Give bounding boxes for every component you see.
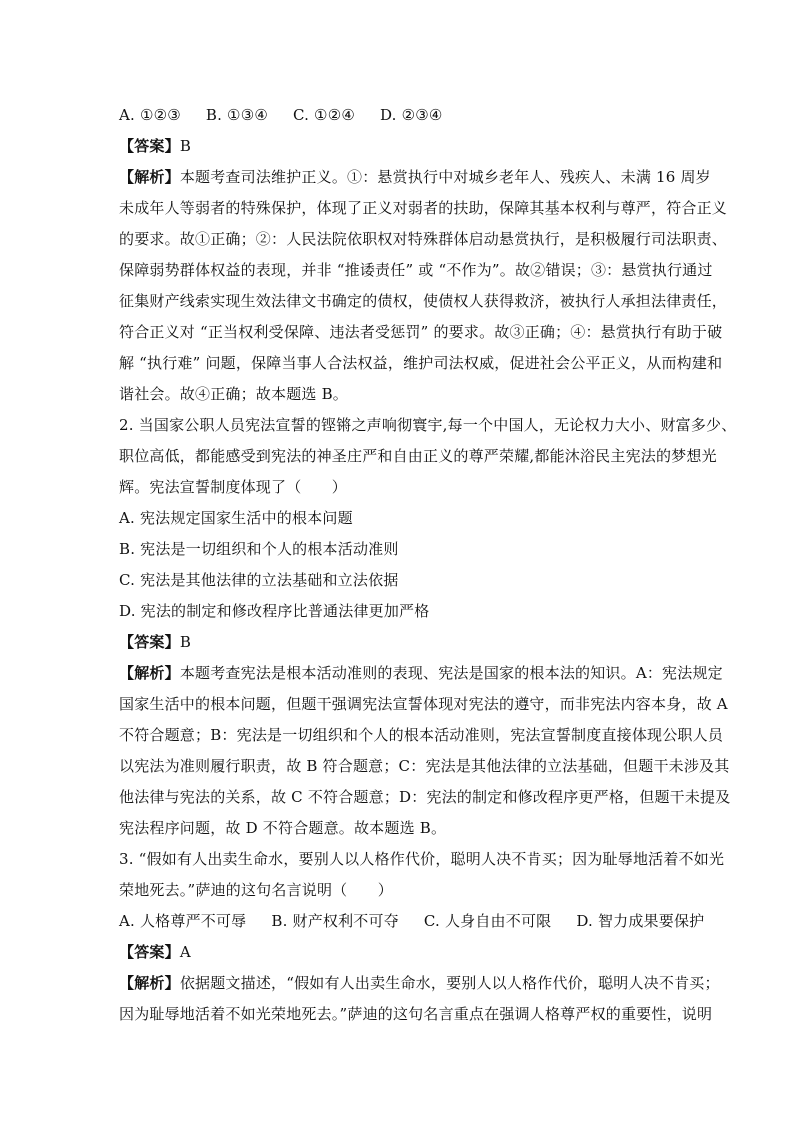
q2-analysis-line — [119, 658, 723, 689]
q2-option-c: C. 宪法是其他法律的立法基础和立法依据 — [119, 571, 399, 589]
document-page — [119, 100, 737, 1030]
answer-value: B — [179, 137, 192, 155]
q2-option-b: B. 宪法是一切组织和个人的根本活动准则 — [119, 540, 399, 558]
q2-analysis-line: 宪法程序问题，故 D 不符合题意。故本题选 B。 — [119, 819, 447, 837]
q1-answer — [119, 131, 679, 162]
q3-option-c: C. 人身自由不可限 — [423, 912, 552, 930]
q1-options — [119, 100, 679, 131]
q2-stem-line: 职位高低，都能感受到宪法的神圣庄严和自由正义的尊严荣耀,都能沐浴民主宪法的梦想光 — [119, 447, 717, 465]
q1-option-a: A. ①②③ — [119, 106, 181, 124]
q2-option-d: D. 宪法的制定和修改程序比普通法律更加严格 — [119, 602, 430, 620]
q3-analysis-line: 因为耻辱地活着不如光荣地死去。”萨迪的这句名言重点在强调人格尊严权的重要性，说明 — [119, 1005, 713, 1023]
q3-stem-line: 3. “假如有人出卖生命水，要别人以人格作代价，聪明人决不肯买；因为耻辱地活着不如光 — [119, 850, 725, 868]
analysis-tag: 【解析】 — [119, 974, 180, 992]
q1-option-b: B. ①③④ — [205, 106, 268, 124]
analysis-text: 本题考查司法维护正义。①：悬赏执行中对城乡老年人、残疾人、未满 16 周岁 — [179, 168, 711, 186]
analysis-text: 依据题文描述，“假如有人出卖生命水，要别人以人格作代价，聪明人决不肯买； — [179, 974, 720, 992]
q1-analysis-line: 未成年人等弱者的特殊保护，体现了正义对弱者的扶助，保障其基本权利与尊严，符合正义 — [119, 199, 728, 217]
q3-options — [119, 906, 705, 937]
q2-answer — [119, 627, 679, 658]
q2-stem-line: 辉。宪法宣誓制度体现了（ ） — [119, 478, 348, 496]
analysis-text: 本题考查宪法是根本活动准则的表现、宪法是国家的根本法的知识。A：宪法规定 — [179, 664, 723, 682]
answer-value: B — [179, 633, 192, 651]
answer-value: A — [179, 943, 191, 961]
q3-analysis-line — [119, 968, 720, 999]
answer-tag: 【答案】 — [119, 633, 180, 651]
q2-analysis-line: 国家生活中的根本问题，但题干强调宪法宣誓体现对宪法的遵守，而非宪法内容本身，故 A — [119, 695, 728, 713]
q3-answer — [119, 937, 679, 968]
q1-analysis-line: 解 “执行难” 问题，保障当事人合法权益，维护司法权威，促进社会公平正义，从而构建和 — [119, 354, 723, 372]
q1-analysis-line: 保障弱势群体权益的表现，并非 “推诿责任” 或 “不作为”。故②错误；③：悬赏执行通过 — [119, 261, 713, 279]
analysis-tag: 【解析】 — [119, 168, 180, 186]
answer-tag: 【答案】 — [119, 943, 180, 961]
q2-analysis-line: 他法律与宪法的关系，故 C 不符合题意；D：宪法的制定和修改程序更严格，但题干未提及 — [119, 788, 731, 806]
analysis-tag: 【解析】 — [119, 664, 180, 682]
q3-option-a: A. 人格尊严不可辱 — [119, 912, 247, 930]
q1-option-d: D. ②③④ — [379, 106, 443, 124]
q3-option-d: D. 智力成果要保护 — [576, 912, 705, 930]
q1-analysis-line — [119, 162, 711, 193]
q2-analysis-line: 以宪法为准则履行职责，故 B 符合题意；C：宪法是其他法律的立法基础，但题干未涉及其 — [119, 757, 730, 775]
q1-analysis-line: 征集财产线索实现生效法律文书确定的债权，使债权人获得救济，被执行人承担法律责任， — [119, 292, 728, 310]
q3-stem-line: 荣地死去。”萨迪的这句名言说明（ ） — [119, 881, 393, 899]
q2-analysis-line: 不符合题意；B：宪法是一切组织和个人的根本活动准则，宪法宣誓制度直接体现公职人员 — [119, 726, 724, 744]
q3-option-b: B. 财产权利不可夺 — [271, 912, 399, 930]
q1-option-c: C. ①②④ — [292, 106, 355, 124]
q2-stem-line: 2. 当国家公职人员宪法宣誓的铿锵之声响彻寰宇,每一个中国人，无论权力大小、财富多少、 — [119, 416, 737, 434]
q1-analysis-line: 符合正义对 “正当权利受保障、违法者受惩罚” 的要求。故③正确；④：悬赏执行有助于破 — [119, 323, 723, 341]
q2-option-a: A. 宪法规定国家生活中的根本问题 — [119, 509, 353, 527]
q1-analysis-line: 的要求。故①正确；②：人民法院依职权对特殊群体启动悬赏执行，是积极履行司法职责、 — [119, 230, 728, 248]
q1-analysis-line: 谐社会。故④正确；故本题选 B。 — [119, 385, 348, 403]
answer-tag: 【答案】 — [119, 137, 180, 155]
